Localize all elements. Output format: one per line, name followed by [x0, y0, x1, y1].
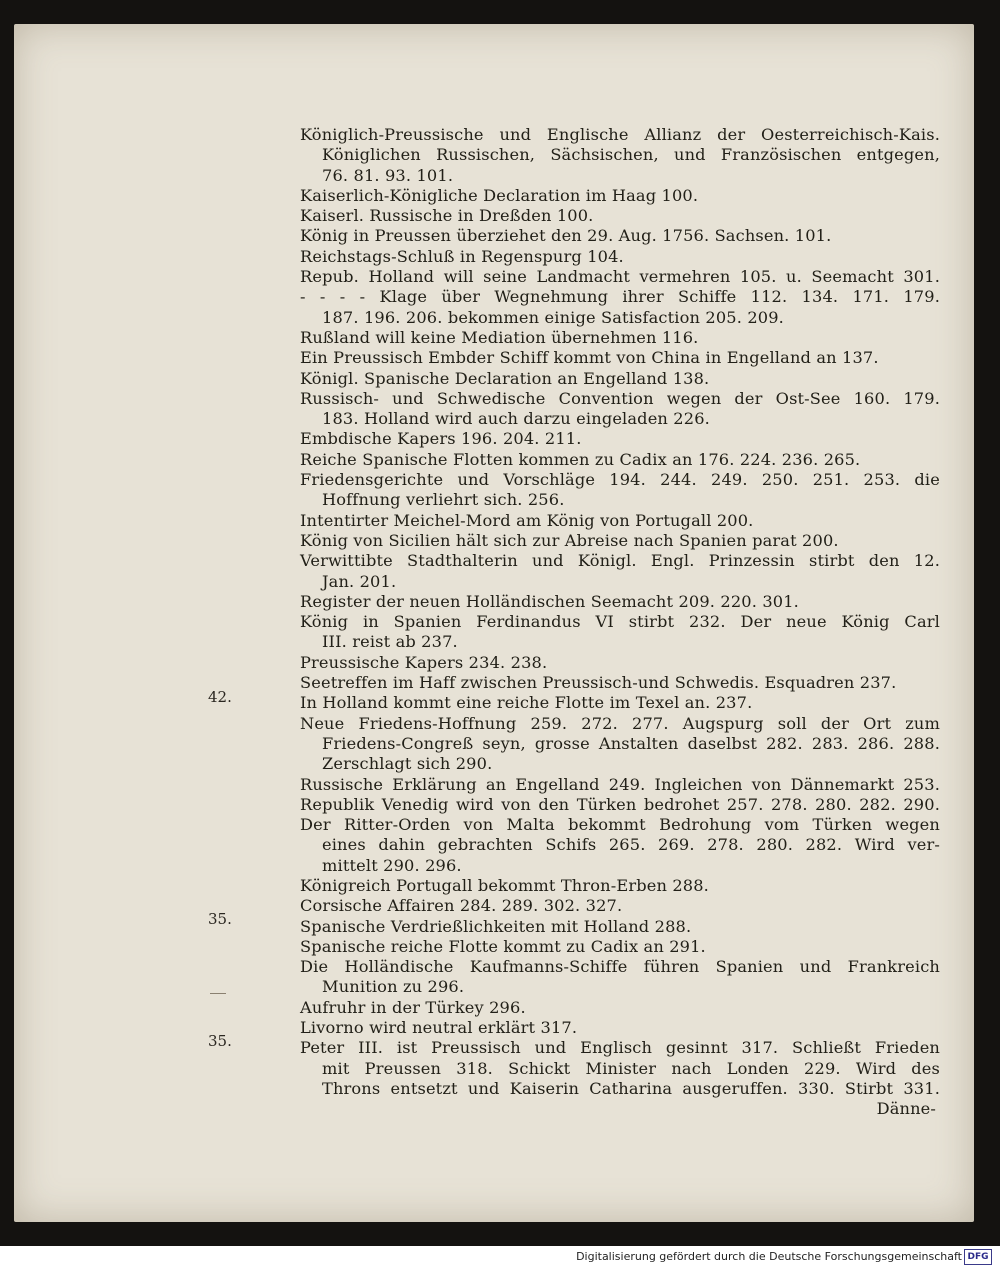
index-line: Königl. Spanische Declaration an Engelland 138. [300, 368, 710, 388]
index-line: Königlich-Preussische und Englische Allianz der Oesterreichisch-Kais. [300, 125, 940, 144]
index-line: Der Ritter-Orden von Malta bekommt Bedrohung vom Türken wegen [300, 815, 940, 835]
index-line: Throns entsetzt und Kaiserin Catharina ausgeruffen. 330. Stirbt 331. [322, 1078, 940, 1098]
dfg-logo-icon: DFG [964, 1249, 992, 1265]
index-line: eines dahin gebrachten Schifs 265. 269. 278. 280. 282. Wird ver- [322, 835, 940, 855]
index-line: Ein Preussisch Embder Schiff kommt von China in Engelland an 137. [300, 348, 879, 368]
index-line: Spanische reiche Flotte kommt zu Cadix an 291. [300, 936, 706, 956]
index-line: Republik Venedig wird von den Türken bedrohet 257. 278. 280. 282. 290. [300, 794, 940, 814]
index-line: Rußland will keine Mediation übernehmen 116. [300, 327, 699, 347]
index-line: Neue Friedens-Hoffnung 259. 272. 277. Augspurg soll der Ort zum [300, 713, 940, 733]
index-line: Peter III. ist Preussisch und Englisch gesinnt 317. Schließt Frieden [300, 1038, 940, 1058]
index-line: mit Preussen 318. Schickt Minister nach Londen 229. Wird des [322, 1058, 940, 1078]
margin-dash [210, 993, 226, 994]
index-line: Jan. 201. [322, 571, 397, 591]
index-line: In Holland kommt eine reiche Flotte im Texel an. 237. [300, 693, 753, 713]
index-line: 187. 196. 206. bekommen einige Satisfaction 205. 209. [322, 307, 784, 327]
index-line: - - - - Klage über Wegnehmung ihrer Schiffe 112. 134. 171. 179. [300, 287, 940, 307]
index-line: Corsische Affairen 284. 289. 302. 327. [300, 896, 623, 916]
index-line: Friedens-Congreß seyn, grosse Anstalten daselbst 282. 283. 286. 288. [322, 733, 940, 753]
margin-number: 35. [208, 1032, 232, 1050]
index-line: mittelt 290. 296. [322, 855, 462, 875]
margin-number: 35. [208, 910, 232, 928]
index-line: 76. 81. 93. 101. [322, 165, 454, 185]
index-line: König von Sicilien hält sich zur Abreise nach Spanien parat 200. [300, 530, 839, 550]
catchword: Dänne- [876, 1099, 936, 1119]
index-line: Kaiserl. Russische in Dreßden 100. [300, 206, 594, 226]
index-line: III. reist ab 237. [322, 632, 458, 652]
footer-credit: Digitalisierung gefördert durch die Deutsche Forschungsgemeinschaft [576, 1250, 962, 1263]
footer-bar [0, 1246, 1000, 1267]
index-line: Seetreffen im Haff zwischen Preussisch-und Schwedis. Esquadren 237. [300, 673, 897, 693]
index-line: Russische Erklärung an Engelland 249. Ingleichen von Dännemarkt 253. [300, 774, 940, 794]
index-line: König in Preussen überziehet den 29. Aug. 1756. Sachsen. 101. [300, 226, 832, 246]
index-text-block [300, 125, 940, 1120]
index-line: Register der neuen Holländischen Seemacht 209. 220. 301. [300, 591, 799, 611]
index-line: Zerschlagt sich 290. [322, 754, 493, 774]
margin-number: 42. [208, 688, 232, 706]
index-line: Königlichen Russischen, Sächsischen, und Französischen entgegen, [322, 145, 940, 165]
index-line: Friedensgerichte und Vorschläge 194. 244. 249. 250. 251. 253. die [300, 470, 940, 490]
index-line: Verwittibte Stadthalterin und Königl. Engl. Prinzessin stirbt den 12. [300, 551, 940, 571]
index-line: Aufruhr in der Türkey 296. [300, 997, 526, 1017]
index-line: Russisch- und Schwedische Convention wegen der Ost-See 160. 179. [300, 388, 940, 408]
index-line: Repub. Holland will seine Landmacht vermehren 105. u. Seemacht 301. [300, 267, 940, 287]
index-line: Die Holländische Kaufmanns-Schiffe führen Spanien und Frankreich [300, 957, 940, 977]
index-line: Intentirter Meichel-Mord am König von Portugall 200. [300, 510, 754, 530]
index-line: König in Spanien Ferdinandus VI stirbt 232. Der neue König Carl [300, 612, 940, 632]
index-line: Spanische Verdrießlichkeiten mit Holland 288. [300, 916, 692, 936]
index-line: Livorno wird neutral erklärt 317. [300, 1018, 578, 1038]
index-line: Preussische Kapers 234. 238. [300, 652, 548, 672]
index-line: Reichstags-Schluß in Regenspurg 104. [300, 246, 624, 266]
index-line: Embdische Kapers 196. 204. 211. [300, 429, 582, 449]
index-line: Reiche Spanische Flotten kommen zu Cadix an 176. 224. 236. 265. [300, 449, 861, 469]
index-line: 183. Holland wird auch darzu eingeladen 226. [322, 409, 710, 429]
index-line: Kaiserlich-Königliche Declaration im Haag 100. [300, 185, 699, 205]
index-line: Hoffnung verliehrt sich. 256. [322, 490, 565, 510]
index-line: Königreich Portugall bekommt Thron-Erben 288. [300, 875, 709, 895]
index-line: Munition zu 296. [322, 977, 465, 997]
